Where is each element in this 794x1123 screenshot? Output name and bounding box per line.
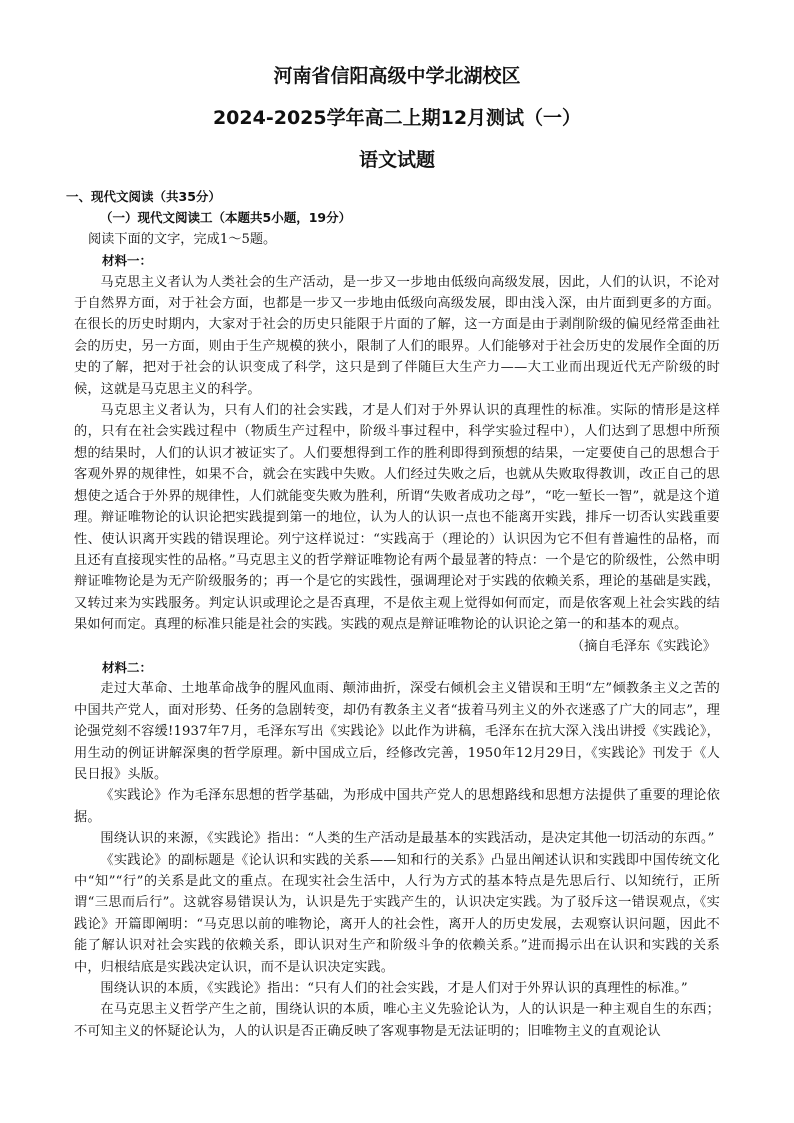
material-1-paragraph: 马克思主义者认为，只有人们的社会实践，才是人们对于外界认识的真理性的标准。实际的情形是这样的，只有在社会实践过程中（物质生产过程中，阶级斗事过程中，科学实验过程中），人们达到了思想中所预想的结果时，人们的认识才被证实了。人们要想得到工作的胜利即得到预想的结果，一定要使自己的思想合于客观外界的规律性，如果不合，就会在实践中失败。人们经过失败之后，也就从失败取得教训，改正自己的思想使之适合于外界的规律性，人们就能变失败为胜利，所谓“失败者成功之母”，“吃一堑长一智”，就是这个道理。辩证唯物论的认识论把实践提到第一的地位，认为人的认识一点也不能离开实践，排斥一切否认实践重要性、使认识离开实践的错误理论。列宁这样说过：“实践高于（理论的）认识因为它不但有普遍性的品格，而且还有直接现实性的品格。”马克思主义的哲学辩证唯物论有两个最显著的特点：一个是它的阶级性，公然申明辩证唯物论是为无产阶级服务的；再一个是它的实践性，强调理论对于实践的依赖关系，理论的基础是实践，又转过来为实践服务。判定认识或理论之是否真理，不是依主观上觉得如何而定，而是依客观上社会实践的结果如何而定。真理的标准只能是社会的实践。实践的观点是辩证唯物论的认识论之第一的和基本的观点。: [74, 403, 720, 633]
subsection-heading: （一）现代文阅读工（本题共5小题，19分）: [100, 210, 352, 226]
material-1-paragraph: 马克思主义者认为人类社会的生产活动，是一步又一步地由低级向高级发展，因此，人们的认识，不论对于自然界方面，对于社会方面，也都是一步又一步地由低级向高级发展，即由浅入深，由片面到更多的方面。在很长的历史时期内，大家对于社会的历史只能限于片面的了解，这一方面是由于剥削阶级的偏见经常歪曲社会的历史，另一方面，则由于生产规模的狭小，限制了人们的眼界。人们能够对于社会历史的发展作全面的历史的了解，把对于社会的认识变成了科学，这只是到了伴随巨大生产力——大工业而出现近代无产阶级的时候，这就是马克思主义的科学。: [74, 274, 720, 397]
school-title: 河南省信阳高级中学北湖校区: [273, 65, 521, 87]
material-2-paragraph: 《实践论》的副标题是《论认识和实践的关系——知和行的关系》凸显出阐述认识和实践即中国传统文化中“知”“行”的关系是此文的重点。在现实社会生活中，人行为方式的基本特点是先思后行、以知统行，正所谓“三思而后行”。这就容易错误认为，认识是先于实践产生的，认识决定实践。为了驳斥这一错误观点，《实践论》开篇即阐明：“马克思以前的唯物论，离开人的社会性，离开人的历史发展，去观察认识问题，因此不能了解认识对社会实践的依赖关系，即认识对生产和阶级斗争的依赖关系。”进而揭示出在认识和实践的关系中，归根结底是实践决定认识，而不是认识决定实践。: [74, 852, 720, 975]
exam-title: 2024-2025学年高二上期12月测试（一）: [212, 107, 582, 129]
material-1-label: 材料一：: [102, 253, 153, 269]
material-2-paragraph: 《实践论》作为毛泽东思想的哲学基础，为形成中国共产党人的思想路线和思想方法提供了重要的理论依据。: [74, 788, 720, 825]
section-heading: 一、现代文阅读（共35分）: [66, 189, 221, 204]
material-2-paragraph: 围绕认识的本质，《实践论》指出：“只有人们的社会实践，才是人们对于外界认识的真理性的标准。”: [100, 981, 688, 997]
subject-title: 语文试题: [358, 149, 435, 171]
material-2-paragraph: 围绕认识的来源，《实践论》指出：“人类的生产活动是最基本的实践活动，是决定其他一切活动的东西。”: [100, 831, 715, 847]
material-2-paragraph: 在马克思主义哲学产生之前，围绕认识的本质，唯心主义先验论认为，人的认识是一种主观自生的东西；不可知主义的怀疑论认为，人的认识是否正确反映了客观事物是无法证明的；旧唯物主义的直观论认: [74, 1002, 720, 1039]
material-1-source: （摘自毛泽东《实践论》: [570, 638, 716, 654]
material-2-label: 材料二：: [102, 659, 153, 675]
material-2-paragraph: 走过大革命、土地革命战争的腥风血雨、颠沛曲折，深受右倾机会主义错误和王明“左”倾教条主义之苦的中国共产党人，面对形势、任务的急剧转变，却仍有教条主义者“拔着马列主义的外衣迷惑了广大的同志”，理论强党刻不容缓!1937年7月，毛泽东写出《实践论》以此作为讲稿，毛泽东在抗大深入浅出讲授《实践论》，用生动的例证讲解深奥的哲学原理。新中国成立后，经修改完善，1950年12月29日，《实践论》刊发于《人民日报》头版。: [74, 681, 720, 782]
reading-instruction: 阅读下面的文字，完成1～5题。: [88, 231, 277, 247]
